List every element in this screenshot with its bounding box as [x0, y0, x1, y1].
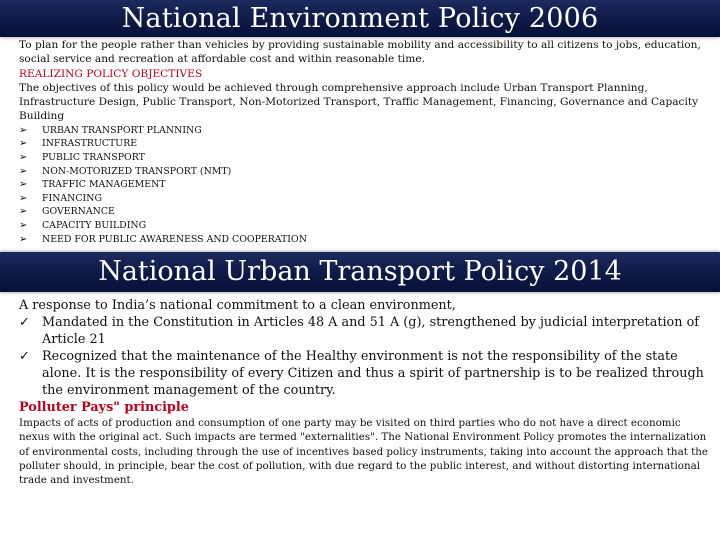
arrow-bullet-icon: ➢ — [19, 151, 28, 163]
header-banner-environment-policy — [0, 0, 720, 37]
header-banner-urban-transport-policy — [0, 252, 720, 292]
intro-paragraph: A response to India’s national commitment to a clean environment, — [19, 298, 456, 313]
arrow-bullet-icon: ➢ — [19, 138, 28, 150]
list-item: ➢ GOVERNANCE — [19, 206, 115, 218]
arrow-bullet-icon: ➢ — [19, 179, 28, 191]
objectives-list — [19, 124, 709, 246]
list-item: ➢ CAPACITY BUILDING — [19, 219, 147, 231]
list-item: ➢ TRAFFIC MANAGEMENT — [19, 179, 166, 191]
list-item: ✓ Mandated in the Constitution in Articles 48 A and 51 A (g), strengthened by judicial interpretation of Article 21 — [19, 315, 700, 347]
intro-paragraph: To plan for the people rather than vehicles by providing sustainable mobility and accessibility to all citizens to jobs, education, social service and recreation at affordable cost and within reasonable time. — [19, 39, 701, 66]
arrow-bullet-icon: ➢ — [19, 233, 28, 245]
principle-heading: Polluter Pays" principle — [19, 400, 189, 415]
section-environment-policy — [19, 38, 709, 246]
arrow-bullet-icon: ➢ — [19, 165, 28, 177]
principle-paragraph: Impacts of acts of production and consumption of one party may be visited on third parties who do not have a direct economic nexus with the original act. Such impacts are termed "externalities". The National Environment Policy promotes the internalization of environmental costs, including through the use of incentives based policy instruments, taking into account the approach that the polluter should, in principle, bear the cost of pollution, with due regard to the public interest, and without distorting international trade and investment. — [19, 417, 708, 487]
banner-title: National Environment Policy 2006 — [121, 3, 599, 34]
list-item: ✓ Recognized that the maintenance of the Healthy environment is not the responsibility of the state alone. It is the responsibility of every Citizen and thus a spirit of partnership is to be realized through the environment management of the country. — [19, 349, 704, 398]
checkmark-icon: ✓ — [19, 315, 30, 330]
arrow-bullet-icon: ➢ — [19, 192, 28, 204]
list-item: ➢ PUBLIC TRANSPORT — [19, 151, 145, 163]
checkmark-icon: ✓ — [19, 349, 30, 364]
arrow-bullet-icon: ➢ — [19, 206, 28, 218]
section-heading: REALIZING POLICY OBJECTIVES — [19, 67, 203, 80]
mandate-list — [19, 314, 709, 399]
list-item: ➢ NON-MOTORIZED TRANSPORT (NMT) — [19, 165, 232, 177]
banner-title: National Urban Transport Policy 2014 — [98, 256, 622, 287]
list-item: ➢ FINANCING — [19, 192, 102, 204]
list-item: ➢ INFRASTRUCTURE — [19, 138, 138, 150]
list-item: ➢ NEED FOR PUBLIC AWARENESS AND COOPERATION — [19, 233, 307, 245]
section-urban-transport-policy — [19, 297, 709, 487]
objectives-paragraph: The objectives of this policy would be achieved through comprehensive approach include Urban Transport Planning, Infrastructure Design, Public Transport, Non-Motorized Transport, Traffic Management, Financing, Governance and Capacity Building — [19, 81, 699, 123]
list-item: ➢ URBAN TRANSPORT PLANNING — [19, 124, 202, 136]
arrow-bullet-icon: ➢ — [19, 219, 28, 231]
arrow-bullet-icon: ➢ — [19, 124, 28, 136]
